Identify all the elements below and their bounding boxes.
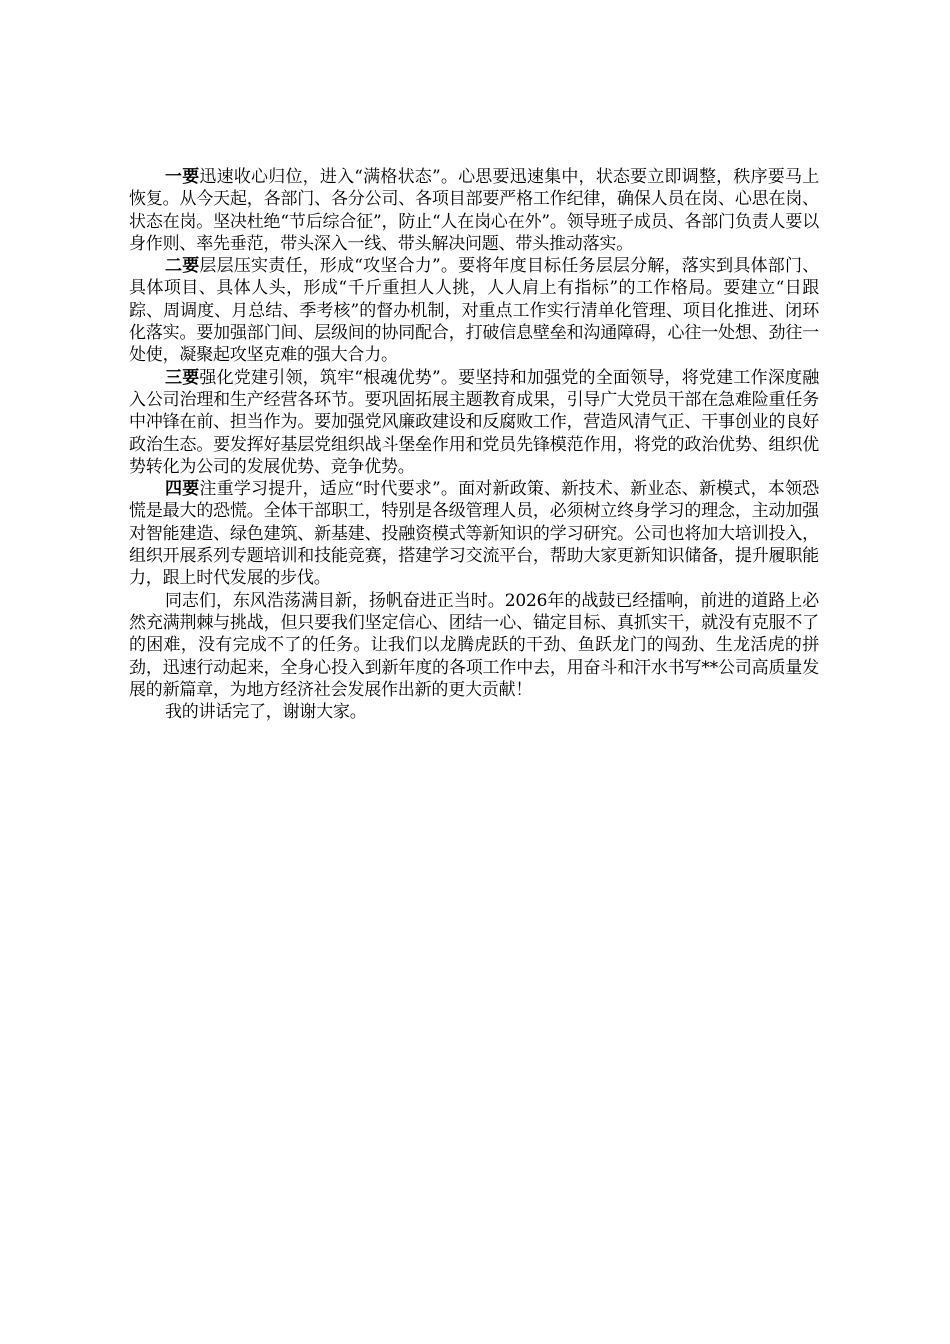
paragraph-6 <box>129 701 819 723</box>
paragraph-4-lead: 四要 <box>165 479 200 500</box>
paragraph-2 <box>129 255 819 366</box>
paragraph-3-text: 强化党建引领，筑牢“根魂优势”。要坚持和加强党的全面领导，将党建工作深度融入公司治理和生产经营各环节。要巩固拓展主题教育成果，引导广大党员干部在急难险重任务中冲锋在前、担当作为。要加强党风廉政建设和反腐败工作，营造风清气正、干事创业的良好政治生态。要发挥好基层党组织战斗堡垒作用和党员先锋模范作用，将党的政治优势、组织优势转化为公司的发展优势、竞争优势。 <box>129 367 819 477</box>
paragraph-3 <box>129 367 819 478</box>
paragraph-1 <box>129 166 819 255</box>
paragraph-1-lead: 一要 <box>165 167 200 187</box>
paragraph-2-lead: 二要 <box>165 256 200 277</box>
paragraph-2-text: 层层压实责任，形成“攻坚合力”。要将年度目标任务层层分解，落实到具体部门、具体项目、具体人头，形成“千斤重担人人挑，人人肩上有指标”的工作格局。要建立“日跟踪、周调度、月总结、季考核”的督办机制，对重点工作实行清单化管理、项目化推进、闭环化落实。要加强部门间、层级间的协同配合，打破信息壁垒和沟通障碍，心往一处想、劲往一处使，凝聚起攻坚克难的强大合力。 <box>129 256 819 366</box>
paragraph-1-text: 迅速收心归位，进入“满格状态”。心思要迅速集中，状态要立即调整，秩序要马上恢复。从今天起，各部门、各分公司、各项目部要严格工作纪律，确保人员在岗、心思在岗、状态在岗。坚决杜绝“节后综合征”，防止“人在岗心在外”。领导班子成员、各部门负责人要以身作则、率先垂范，带头深入一线、带头解决问题、带头推动落实。 <box>129 167 819 254</box>
paragraph-4 <box>129 478 819 589</box>
paragraph-6-text: 我的讲话完了，谢谢大家。 <box>165 702 367 723</box>
paragraph-5-text: 同志们，东风浩荡满目新，扬帆奋进正当时。2026年的战鼓已经擂响，前进的道路上必然充满荆棘与挑战，但只要我们坚定信心、团结一心、锚定目标、真抓实干，就没有克服不了的困难，没有完成不了的任务。让我们以龙腾虎跃的干劲、鱼跃龙门的闯劲、生龙活虎的拼劲，迅速行动起来，全身心投入到新年度的各项工作中去，用奋斗和汗水书写**公司高质量发展的新篇章，为地方经济社会发展作出新的更大贡献！ <box>129 590 819 700</box>
paragraph-4-text: 注重学习提升，适应“时代要求”。面对新政策、新技术、新业态、新模式，本领恐慌是最大的恐慌。全体干部职工，特别是各级管理人员，必须树立终身学习的理念，主动加强对智能建造、绿色建筑、新基建、投融资模式等新知识的学习研究。公司也将加大培训投入，组织开展系列专题培训和技能竞赛，搭建学习交流平台，帮助大家更新知识储备，提升履职能力，跟上时代发展的步伐。 <box>129 479 819 589</box>
paragraph-3-lead: 三要 <box>165 367 200 388</box>
paragraph-5 <box>129 590 819 701</box>
document-body <box>129 166 819 723</box>
